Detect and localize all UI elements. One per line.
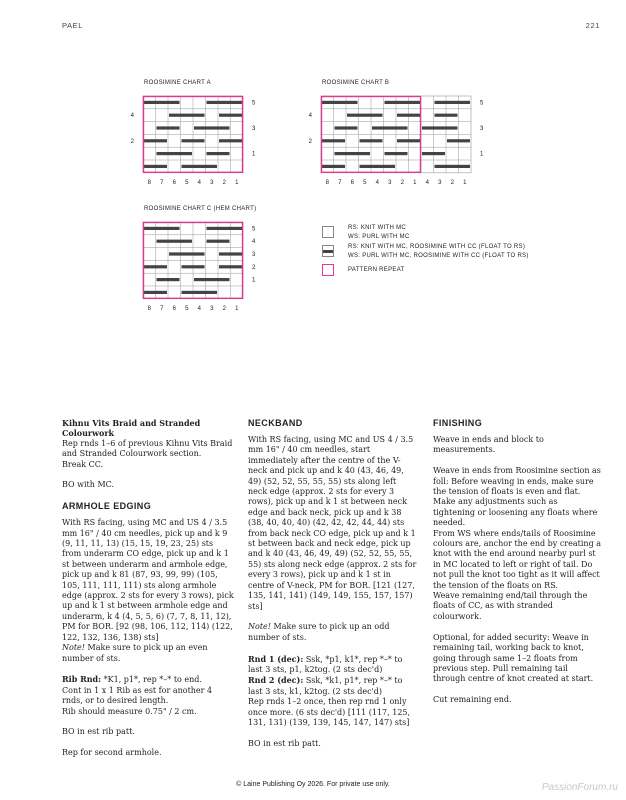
rnd-1-text: Ssk, *p1, k1*, rep *–* to last 3 sts, p1, k2tog. (2 sts dec'd) xyxy=(248,654,403,674)
col2-paragraph-3: BO in est rib patt. xyxy=(248,738,321,748)
row-number: 2 xyxy=(252,264,256,271)
row-number: 1 xyxy=(252,277,256,284)
col2-paragraph-1: With RS facing, using MC and US 4 / 3.5 mm 16" / 40 cm needles, start immediately after the centre of the V-neck and pick up and k 40 (43, 46, 49, 49) (52, 52, 55, 55, 55) sts along left neck edge (approx. 2 sts for every 3 rows), pick up and k 1 st between neck edge and back neck, pick up and k 38 (38, 40, 40, 40) (42, 42, 42, 44, 44) sts from back neck CO edge, pick up and k 1 st between back and neck edge, pick up and k 40 (43, 46, 49, 49) (52, 52, 55, 55, 55) sts along neck edge (approx. 2 sts for every 3 rows), pick up and k 1 st in centre of V-neck, PM for BOR. [121 (127, 135, 141, 141) (149, 149, 155, 157, 157) sts] xyxy=(248,435,417,611)
column-2 xyxy=(248,418,418,749)
row-number: 3 xyxy=(480,126,484,132)
float-bar xyxy=(397,114,420,117)
chart-c-title: ROOSIMINE CHART C (HEM CHART) xyxy=(144,206,257,212)
row-number: 4 xyxy=(130,113,134,120)
column-number: 4 xyxy=(375,179,379,186)
rib-rnd-text: *K1, p1*, rep *–* to end. xyxy=(101,675,202,685)
legend-knit-rs: RS: KNIT WITH MC xyxy=(348,225,407,231)
column-number: 6 xyxy=(172,179,176,186)
column-number: 8 xyxy=(147,305,151,312)
row-number: 5 xyxy=(252,226,256,233)
float-bar xyxy=(182,165,218,168)
col3-paragraph-4: Weave remaining end/tail through the floats of CC, as with stranded colourwork. xyxy=(433,591,588,621)
rnd-2-dec xyxy=(248,675,418,697)
legend-knit-swatch xyxy=(322,226,334,238)
float-bar xyxy=(144,265,167,268)
col1-paragraph-7: BO in est rib patt. xyxy=(62,727,135,737)
float-bar xyxy=(447,139,470,142)
column-number: 6 xyxy=(350,179,354,186)
column-number: 7 xyxy=(160,179,164,186)
col1-note xyxy=(62,643,234,664)
float-bar xyxy=(157,152,193,155)
column-number: 3 xyxy=(388,179,392,186)
float-bar xyxy=(219,265,242,268)
float-bar xyxy=(194,126,230,129)
col1-paragraph-3: BO with MC. xyxy=(62,480,115,490)
float-bar xyxy=(385,101,421,104)
float-bar xyxy=(422,152,445,155)
col2-note xyxy=(248,622,418,643)
col1-paragraph-8: Rep for second armhole. xyxy=(62,748,162,758)
rib-rnd-label: Rib Rnd: xyxy=(62,674,102,685)
rnd-1-label: Rnd 1 (dec): xyxy=(248,653,304,664)
column-number: 4 xyxy=(425,179,429,186)
column-number: 3 xyxy=(210,305,214,312)
row-number: 2 xyxy=(308,138,312,145)
column-number: 4 xyxy=(197,305,201,312)
rib-rnd xyxy=(62,674,234,685)
row-number: 4 xyxy=(308,113,312,120)
column-number: 4 xyxy=(197,179,201,186)
note-label: Note! xyxy=(248,622,271,632)
float-bar xyxy=(207,152,230,155)
col1-paragraph-4: With RS facing, using MC and US 4 / 3.5 mm 16" / 40 cm needles, pick up and k 9 (9, 11, 11, 13) (15, 15, 19, 23, 25) sts from underarm CO edge, pick up and k 1 st between underarm and armhole edge, pick up and k 81 (87, 93, 99, 99) (105, 105, 111, 111, 111) sts along armhole edge (approx. 2 sts for every 3 rows), pick up and k 1 st between armhole edge and underarm, k 4 (4, 5, 5, 6) (7, 7, 8, 11, 12), PM for BOR. [92 (98, 106, 112, 114) (122, 122, 132, 136, 138) sts] xyxy=(62,518,234,642)
float-bar xyxy=(182,291,218,294)
section-title-braid: Kihnu Vits Braid and Stranded Colourwork xyxy=(62,418,201,439)
float-bar xyxy=(144,291,167,294)
column-number: 5 xyxy=(185,305,189,312)
float-bar xyxy=(435,165,471,168)
float-bar xyxy=(144,139,167,142)
float-bar xyxy=(144,165,167,168)
column-number: 7 xyxy=(338,179,342,186)
rnd-1-dec xyxy=(248,654,418,676)
row-number: 3 xyxy=(252,252,256,258)
float-bar xyxy=(169,252,205,255)
float-bar xyxy=(322,165,345,168)
float-bar xyxy=(422,126,458,129)
column-1 xyxy=(62,418,234,759)
float-bar xyxy=(219,114,242,117)
float-bar xyxy=(144,101,180,104)
page-number: 221 xyxy=(585,21,600,30)
float-bar xyxy=(194,278,230,281)
row-number: 2 xyxy=(130,138,134,145)
legend-float-swatch xyxy=(322,245,334,257)
row-number: 3 xyxy=(252,126,256,132)
legend-knit-ws: WS: PURL WITH MC xyxy=(348,234,410,240)
float-bar xyxy=(207,101,243,104)
column-number: 8 xyxy=(325,179,329,186)
column-number: 2 xyxy=(222,305,226,312)
heading-neckband: NECKBAND xyxy=(248,418,303,428)
rnd-2-text: Ssk, *k1, p1*, rep *–* to last 3 sts, k1, k2tog. (2 sts dec'd) xyxy=(248,676,403,696)
watermark-logo: PassionForum.ru xyxy=(541,782,618,793)
column-number: 8 xyxy=(147,179,151,186)
float-bar xyxy=(169,114,205,117)
row-number: 5 xyxy=(480,100,484,107)
column-number: 1 xyxy=(463,179,467,186)
col1-paragraph-2: Break CC. xyxy=(62,459,104,469)
legend-repeat-label: PATTERN REPEAT xyxy=(348,267,405,273)
float-bar xyxy=(182,265,205,268)
column-number: 3 xyxy=(210,179,214,186)
float-bar xyxy=(157,240,193,243)
float-bar xyxy=(207,240,230,243)
float-bar xyxy=(435,101,471,104)
chart-a-grid xyxy=(125,88,275,186)
float-bar xyxy=(397,139,420,142)
note-text: Make sure to pick up an odd number of sts. xyxy=(248,622,390,642)
float-bar xyxy=(360,165,396,168)
float-bar xyxy=(335,126,358,129)
chart-b-grid xyxy=(303,88,503,186)
float-bar xyxy=(157,278,180,281)
float-bar xyxy=(219,139,242,142)
column-number: 2 xyxy=(450,179,454,186)
col3-paragraph-3: From WS where ends/tails of Roosimine colours are, anchor the end by creating a knot with the end around nearby purl st in MC located to left or right of tail. Do not pull the knot too tight as it will affect the tension of the floats on RS. xyxy=(433,528,601,590)
copyright-footer: © Laine Publishing Oy 2026. For private use only. xyxy=(236,781,390,788)
column-number: 2 xyxy=(400,179,404,186)
float-bar xyxy=(435,114,458,117)
col1-paragraph-5: Cont in 1 x 1 Rib as est for another 4 rnds, or to desired length. xyxy=(62,685,213,706)
column-number: 1 xyxy=(235,305,239,312)
heading-armhole-edging: ARMHOLE EDGING xyxy=(62,501,152,512)
col3-paragraph-2: Weave in ends from Roosimine section as foll: Before weaving in ends, make sure the tension of floats is even and flat. Make any adjustments such as tightening or loosening any floats where needed. xyxy=(433,466,601,528)
float-bar xyxy=(322,139,345,142)
note-label: Note! xyxy=(62,643,85,653)
row-number: 1 xyxy=(480,151,484,158)
row-number: 1 xyxy=(252,151,256,158)
float-bar xyxy=(219,252,242,255)
row-number: 4 xyxy=(252,239,256,246)
running-header-left: PAEL xyxy=(62,21,84,30)
rnd-2-label: Rnd 2 (dec): xyxy=(248,675,304,686)
column-number: 7 xyxy=(160,305,164,312)
column-number: 6 xyxy=(172,305,176,312)
float-bar xyxy=(360,139,383,142)
float-bar xyxy=(157,126,180,129)
column-number: 1 xyxy=(413,179,417,186)
chart-c-grid xyxy=(125,214,275,312)
column-number: 3 xyxy=(438,179,442,186)
column-number: 5 xyxy=(363,179,367,186)
heading-finishing: FINISHING xyxy=(433,418,483,428)
column-number: 1 xyxy=(235,179,239,186)
col3-paragraph-5: Optional, for added security: Weave in remaining tail, working back to knot, going through same 1–2 floats from previous step. Pull remaining tail through centre of knot created at start. xyxy=(433,632,594,684)
row-number: 5 xyxy=(252,100,256,107)
chart-b-title: ROOSIMINE CHART B xyxy=(322,80,390,86)
column-number: 2 xyxy=(222,179,226,186)
col1-paragraph-1: Rep rnds 1–6 of previous Kihnu Vits Braid and Stranded Colourwork section. xyxy=(62,438,233,459)
legend-repeat-swatch xyxy=(322,264,334,276)
legend-float-ws: WS: PURL WITH MC, ROOSIMINE WITH CC (FLOAT TO RS) xyxy=(348,253,529,259)
float-bar xyxy=(372,126,408,129)
col2-paragraph-2: Rep rnds 1–2 once, then rep rnd 1 only once more. (6 sts dec'd) [111 (117, 125, 131, 131) (139, 139, 145, 147, 147) sts] xyxy=(248,697,411,727)
column-3 xyxy=(433,418,601,706)
float-bar xyxy=(207,227,243,230)
float-bar xyxy=(322,101,358,104)
col1-paragraph-6: Rib should measure 0.75" / 2 cm. xyxy=(62,706,197,716)
float-bar xyxy=(385,152,408,155)
legend-float-rs: RS: KNIT WITH MC, ROOSIMINE WITH CC (FLOAT TO RS) xyxy=(348,244,526,250)
float-bar xyxy=(335,152,371,155)
note-text: Make sure to pick up an even number of sts. xyxy=(62,643,208,663)
col3-paragraph-6: Cut remaining end. xyxy=(433,695,512,705)
float-bar xyxy=(347,114,383,117)
float-bar xyxy=(182,139,205,142)
float-bar xyxy=(144,227,180,230)
chart-a-title: ROOSIMINE CHART A xyxy=(144,80,211,86)
col3-paragraph-1: Weave in ends and block to measurements. xyxy=(433,435,544,455)
column-number: 5 xyxy=(185,179,189,186)
